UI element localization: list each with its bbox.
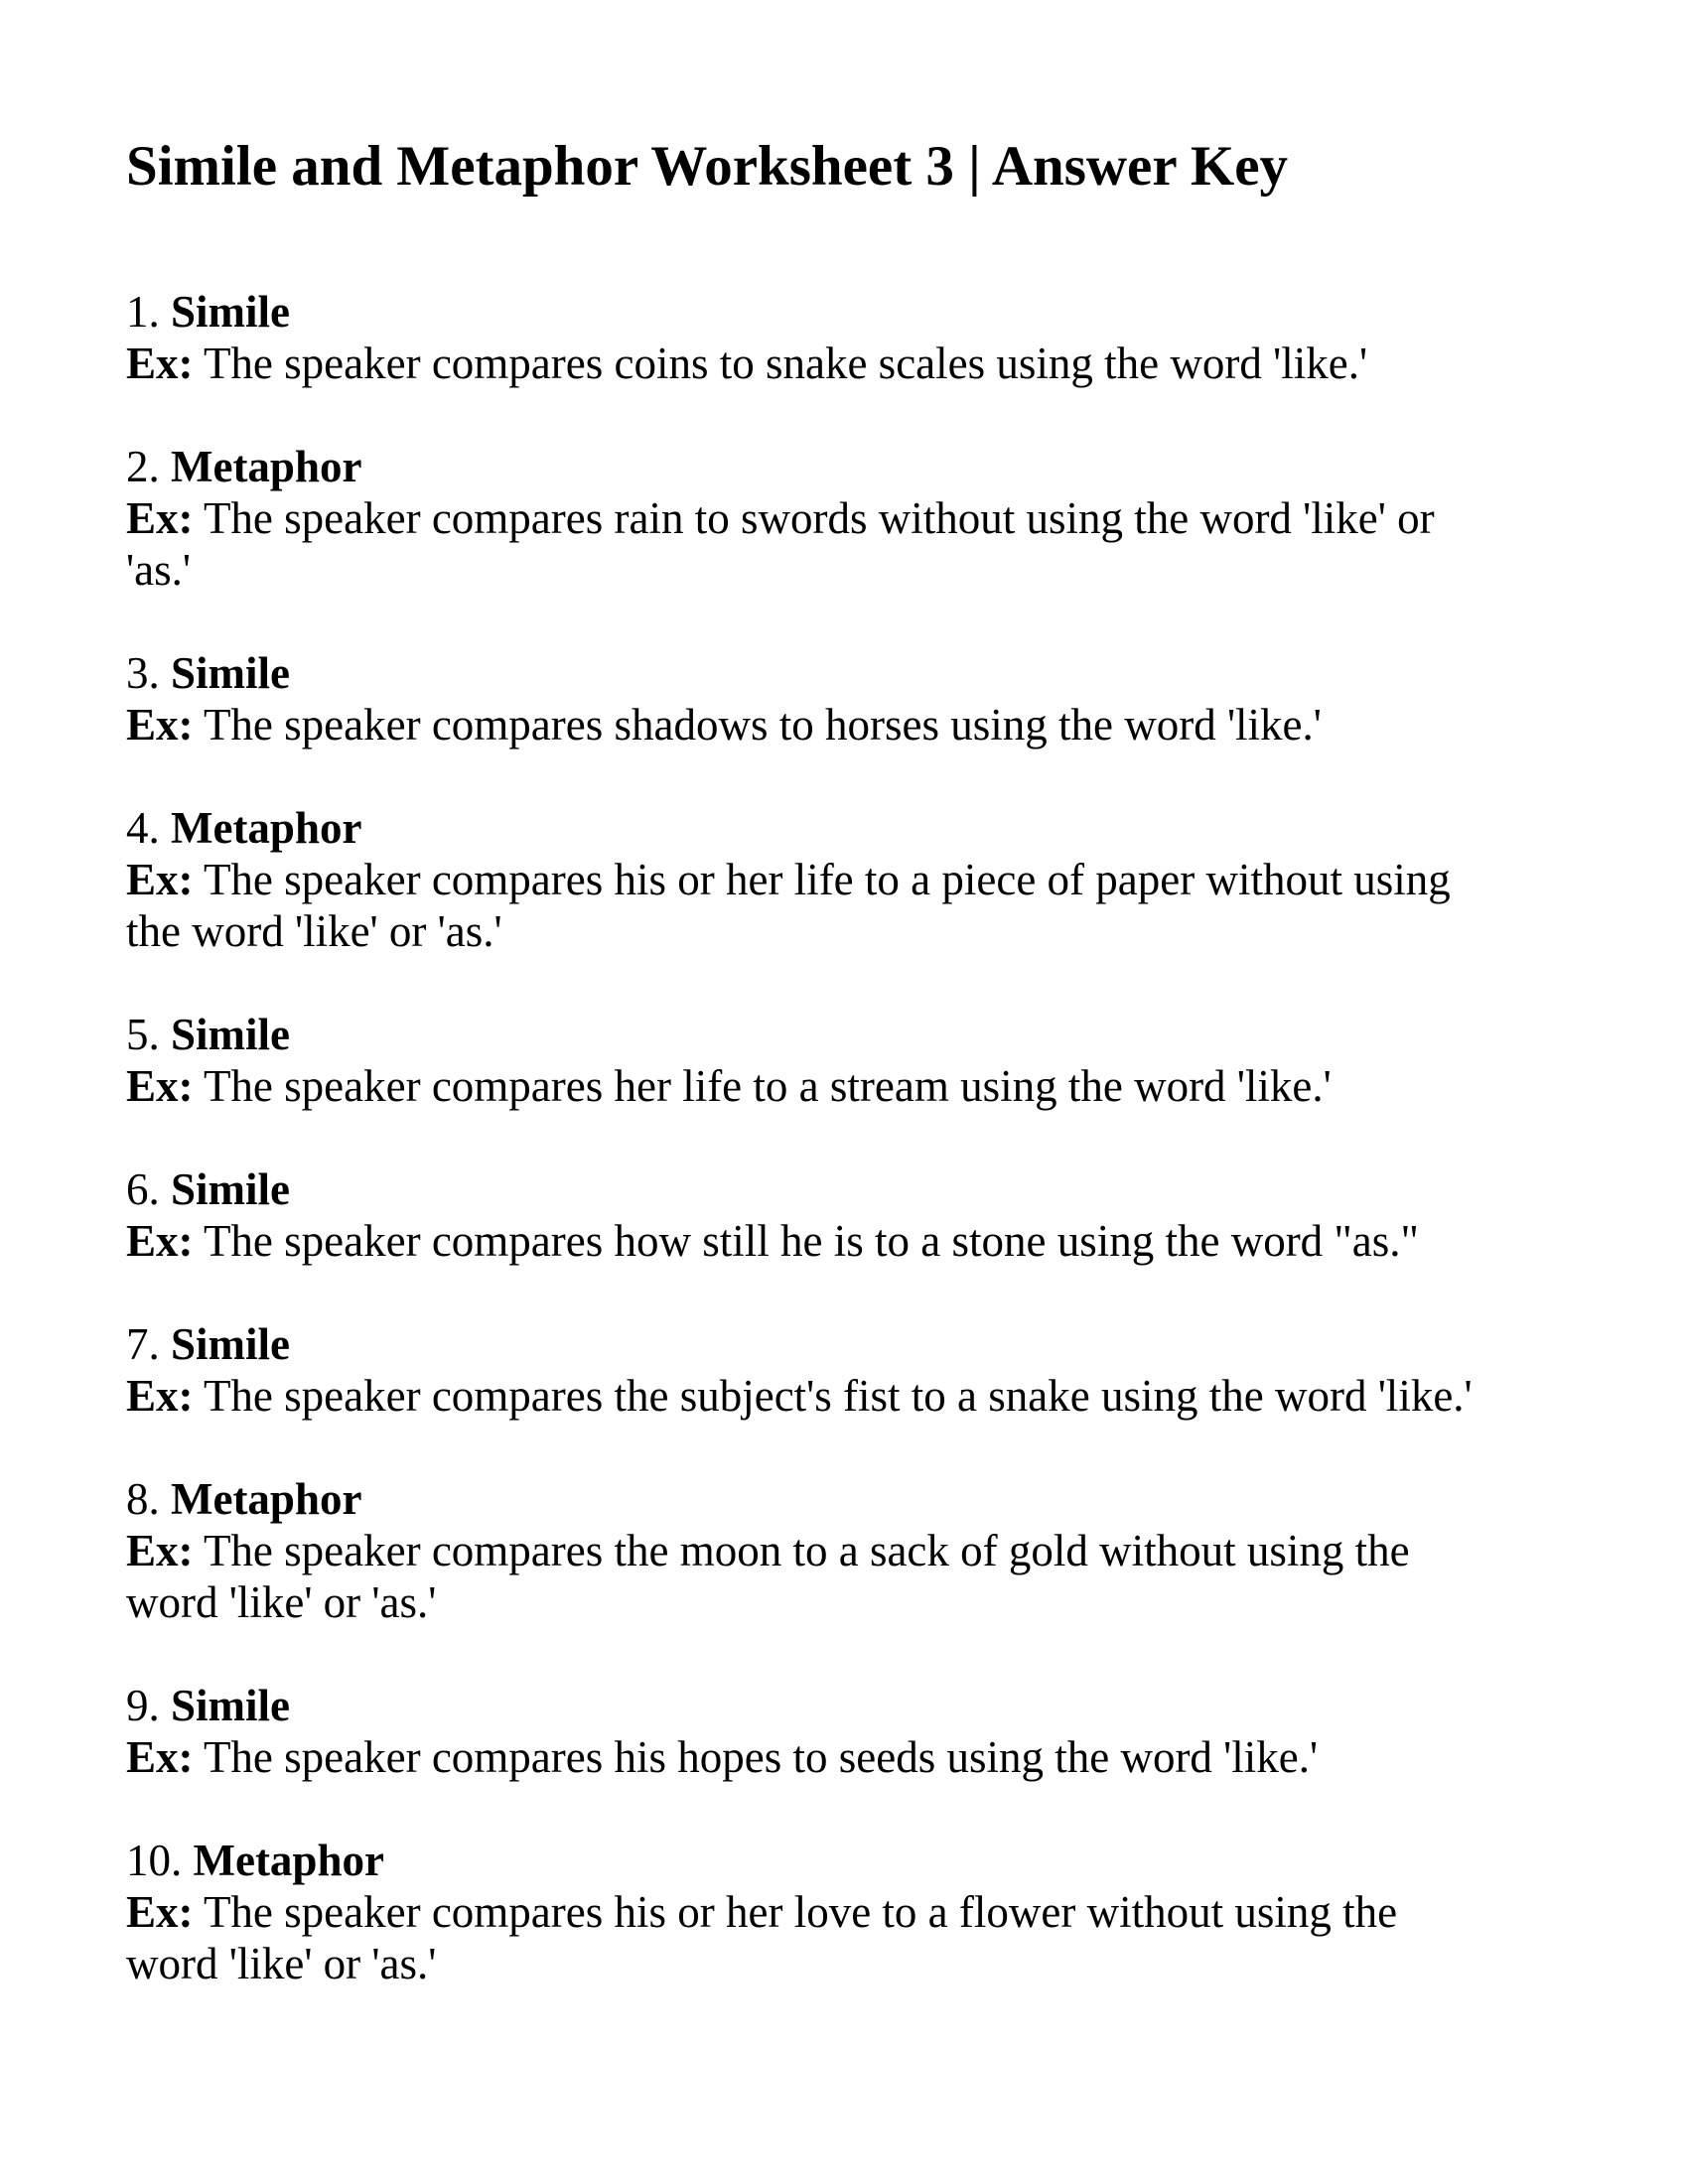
worksheet-item bbox=[126, 286, 1569, 389]
item-explanation bbox=[126, 492, 1569, 596]
item-number: 9. bbox=[126, 1681, 160, 1730]
item-number: 4. bbox=[126, 803, 160, 853]
item-answer: Metaphor bbox=[171, 1474, 362, 1524]
worksheet-item bbox=[126, 1473, 1569, 1628]
item-number: 1. bbox=[126, 287, 160, 337]
ex-label: Ex: bbox=[126, 1887, 194, 1937]
ex-label: Ex: bbox=[126, 339, 194, 388]
item-explanation bbox=[126, 1060, 1569, 1112]
ex-text: The speaker compares his or her life to a piece of paper without using the word 'like' or 'as.' bbox=[126, 855, 1451, 956]
item-explanation bbox=[126, 699, 1569, 751]
ex-text: The speaker compares his hopes to seeds using the word 'like.' bbox=[203, 1732, 1319, 1782]
item-heading bbox=[126, 1009, 1569, 1060]
ex-text: The speaker compares how still he is to a stone using the word "as." bbox=[203, 1216, 1419, 1266]
ex-label: Ex: bbox=[126, 1732, 194, 1782]
item-heading bbox=[126, 1680, 1569, 1731]
item-answer: Metaphor bbox=[171, 803, 362, 853]
item-explanation bbox=[126, 1525, 1569, 1628]
worksheet-item bbox=[126, 1009, 1569, 1112]
item-answer: Simile bbox=[171, 648, 290, 698]
ex-label: Ex: bbox=[126, 1526, 194, 1575]
item-explanation bbox=[126, 1215, 1569, 1267]
item-heading bbox=[126, 1163, 1569, 1215]
item-number: 8. bbox=[126, 1474, 160, 1524]
ex-label: Ex: bbox=[126, 493, 194, 543]
item-heading bbox=[126, 1835, 1569, 1886]
item-number: 10. bbox=[126, 1836, 183, 1885]
item-answer: Simile bbox=[171, 1164, 290, 1214]
ex-text: The speaker compares his or her love to a flower without using the word 'like' or 'as.' bbox=[126, 1887, 1398, 1988]
item-answer: Metaphor bbox=[193, 1836, 384, 1885]
items-list bbox=[126, 286, 1569, 1989]
item-heading bbox=[126, 1473, 1569, 1525]
item-answer: Simile bbox=[171, 1319, 290, 1369]
item-answer: Simile bbox=[171, 1010, 290, 1059]
item-answer: Simile bbox=[171, 287, 290, 337]
worksheet-item bbox=[126, 647, 1569, 751]
worksheet-item bbox=[126, 1835, 1569, 1989]
ex-text: The speaker compares shadows to horses using the word 'like.' bbox=[203, 700, 1322, 750]
item-number: 5. bbox=[126, 1010, 160, 1059]
worksheet-item bbox=[126, 441, 1569, 596]
item-explanation bbox=[126, 854, 1569, 957]
ex-label: Ex: bbox=[126, 1216, 194, 1266]
ex-text: The speaker compares her life to a stream using the word 'like.' bbox=[203, 1061, 1332, 1111]
worksheet-item bbox=[126, 802, 1569, 957]
worksheet-item bbox=[126, 1318, 1569, 1422]
item-heading bbox=[126, 441, 1569, 492]
item-heading bbox=[126, 647, 1569, 699]
item-number: 6. bbox=[126, 1164, 160, 1214]
worksheet-item bbox=[126, 1680, 1569, 1783]
item-explanation bbox=[126, 338, 1569, 389]
item-explanation bbox=[126, 1731, 1569, 1783]
item-number: 2. bbox=[126, 442, 160, 491]
ex-text: The speaker compares the subject's fist to a snake using the word 'like.' bbox=[203, 1371, 1473, 1421]
item-answer: Metaphor bbox=[171, 442, 362, 491]
item-explanation bbox=[126, 1370, 1569, 1422]
item-number: 7. bbox=[126, 1319, 160, 1369]
worksheet-item bbox=[126, 1163, 1569, 1267]
item-explanation bbox=[126, 1886, 1569, 1989]
ex-text: The speaker compares the moon to a sack of gold without using the word 'like' or 'as.' bbox=[126, 1526, 1410, 1627]
ex-label: Ex: bbox=[126, 855, 194, 904]
ex-text: The speaker compares rain to swords without using the word 'like' or 'as.' bbox=[126, 493, 1435, 595]
ex-text: The speaker compares coins to snake scales using the word 'like.' bbox=[203, 339, 1368, 388]
item-heading bbox=[126, 802, 1569, 854]
item-heading bbox=[126, 1318, 1569, 1370]
page-title: Simile and Metaphor Worksheet 3 | Answer Key bbox=[126, 135, 1289, 198]
ex-label: Ex: bbox=[126, 1371, 194, 1421]
ex-label: Ex: bbox=[126, 1061, 194, 1111]
item-number: 3. bbox=[126, 648, 160, 698]
ex-label: Ex: bbox=[126, 700, 194, 750]
item-answer: Simile bbox=[171, 1681, 290, 1730]
item-heading bbox=[126, 286, 1569, 338]
